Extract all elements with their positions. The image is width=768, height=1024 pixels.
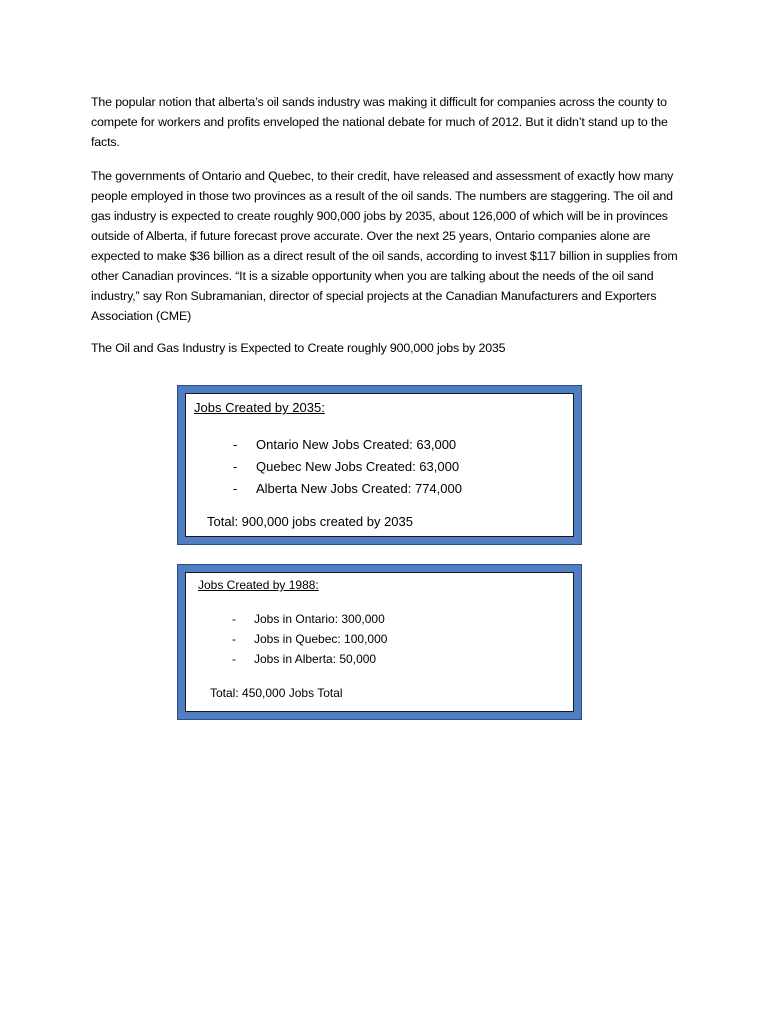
list-dash: -: [233, 481, 238, 496]
list-item: [186, 456, 462, 478]
list-item-text: Jobs in Quebec: 100,000: [254, 632, 388, 646]
jobs-1988-box: [177, 564, 582, 720]
list-dash: -: [232, 612, 236, 626]
jobs-2035-list: [186, 434, 462, 500]
list-dash: -: [232, 652, 236, 666]
jobs-1988-box-inner: [185, 572, 574, 712]
jobs-1988-title: Jobs Created by 1988:: [198, 578, 319, 592]
list-item: [186, 649, 387, 669]
list-item: [186, 434, 462, 456]
list-item-text: Quebec New Jobs Created: 63,000: [256, 459, 460, 474]
list-dash: -: [233, 459, 238, 474]
jobs-1988-list: [186, 609, 387, 669]
jobs-2035-total: Total: 900,000 jobs created by 2035: [207, 514, 413, 529]
jobs-2035-box-inner: [185, 393, 574, 537]
list-dash: -: [232, 632, 236, 646]
jobs-2035-box: [177, 385, 582, 545]
list-item: [186, 629, 387, 649]
list-item-text: Alberta New Jobs Created: 774,000: [256, 481, 462, 496]
list-item: [186, 609, 387, 629]
paragraph-intro: The popular notion that alberta’s oil sands industry was making it difficult for companies across the county to compete for workers and profits enveloped the national debate for much of 2012. But it didn’t stand up to the facts.: [91, 95, 668, 149]
list-item-text: Ontario New Jobs Created: 63,000: [256, 437, 457, 452]
list-dash: -: [233, 437, 238, 452]
paragraph-assessment: The governments of Ontario and Quebec, to their credit, have released and assessment of exactly how many people employed in those two provinces as a result of the oil sands. The numbers are staggering. The oil and gas industry is expected to create roughly 900,000 jobs by 2035, about 126,000 of which will be in provinces outside of Alberta, if future forecast prove accurate. Over the next 25 years, Ontario companies alone are expected to make $36 billion as a direct result of the oil sands, according to invest $117 billion in supplies from other Canadian provinces. “It is a sizable opportunity when you are talking about the needs of the oil sand industry,” say Ron Subramanian, director of special projects at the Canadian Manufacturers and Exporters Association (CME): [91, 169, 678, 323]
list-item: [186, 478, 462, 500]
jobs-1988-total: Total: 450,000 Jobs Total: [210, 686, 343, 700]
paragraph-summary: The Oil and Gas Industry is Expected to Create roughly 900,000 jobs by 2035: [91, 341, 506, 355]
list-item-text: Jobs in Ontario: 300,000: [254, 612, 385, 626]
list-item-text: Jobs in Alberta: 50,000: [254, 652, 377, 666]
jobs-2035-title: Jobs Created by 2035:: [194, 400, 325, 415]
